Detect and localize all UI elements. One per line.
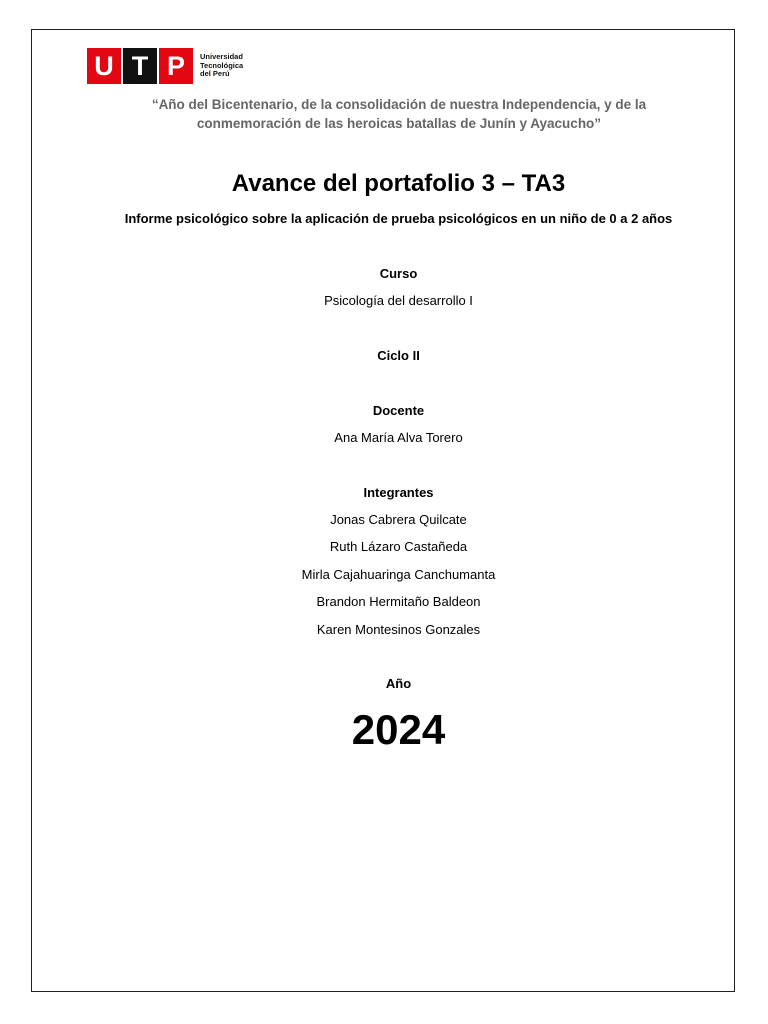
logo-university-name [200, 53, 243, 79]
year-label: Año [385, 676, 412, 691]
course-label: Curso [379, 266, 418, 281]
cycle-label: Ciclo II [377, 348, 420, 363]
member-name: Mirla Cajahuaringa Canchumanta [301, 567, 496, 582]
teacher-label: Docente [372, 403, 425, 418]
logo-text-line: Tecnológica [200, 60, 244, 70]
motto-line-1: “Año del Bicentenario, de la consolidación de nuestra Independencia, y de la [151, 97, 647, 112]
member-name: Ruth Lázaro Castañeda [329, 539, 468, 554]
members-label: Integrantes [363, 485, 434, 500]
motto-line-2: conmemoración de las heroicas batallas de Junín y Ayacucho” [196, 116, 602, 131]
member-name: Jonas Cabrera Quilcate [330, 512, 467, 527]
year-value: 2024 [351, 706, 446, 753]
logo-letter-u: U [87, 48, 121, 84]
course-value: Psicología del desarrollo I [324, 293, 473, 308]
year-motto [100, 95, 698, 133]
logo-text-line: del Perú [200, 69, 230, 79]
member-name: Karen Montesinos Gonzales [316, 622, 481, 637]
document-subtitle: Informe psicológico sobre la aplicación de prueba psicológicos en un niño de 0 a 2 años [124, 211, 673, 226]
document-title: Avance del portafolio 3 – TA3 [231, 170, 566, 197]
teacher-value: Ana María Alva Torero [334, 430, 463, 445]
utp-logo [87, 48, 243, 84]
logo-text-line: Universidad [200, 52, 243, 62]
member-name: Brandon Hermitaño Baldeon [316, 594, 481, 609]
logo-letter-p: P [159, 48, 193, 84]
logo-letter-t: T [123, 48, 157, 84]
